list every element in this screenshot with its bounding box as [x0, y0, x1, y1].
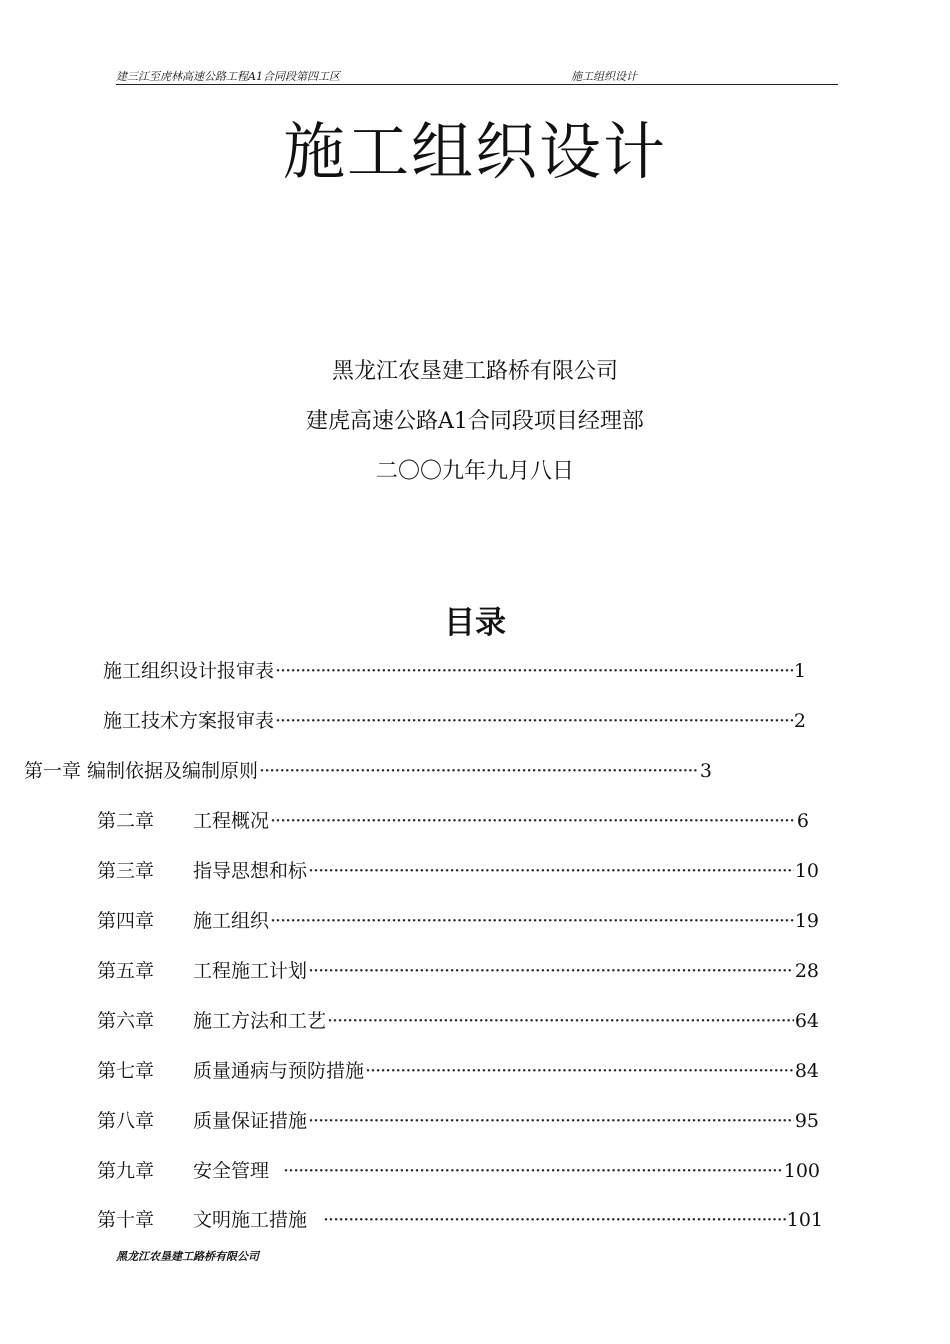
- toc-item-page: 101: [786, 1209, 823, 1231]
- toc-item-chapter: 第八章: [97, 1110, 155, 1132]
- toc-item-page: 3: [699, 760, 712, 782]
- toc-item[interactable]: [97, 1107, 819, 1135]
- document-title: 施工组织设计: [282, 115, 667, 188]
- toc-item-text: 工程施工计划: [193, 960, 308, 982]
- toc-item[interactable]: [97, 1206, 823, 1234]
- toc-leader-dots: [275, 707, 793, 735]
- toc-leader-dots: [270, 907, 794, 935]
- department-name: 建虎高速公路A1合同段项目经理部: [306, 409, 644, 434]
- toc-title: 目录: [444, 605, 506, 641]
- toc-leader-dots: [259, 757, 699, 785]
- toc-item-chapter: 第七章: [97, 1060, 155, 1082]
- toc-item[interactable]: [97, 1007, 819, 1035]
- header-project-name: 建三江至虎林高速公路工程A1合同段第四工区: [116, 70, 340, 83]
- toc-item-page: 2: [793, 710, 806, 732]
- toc-item-text: 工程概况: [193, 810, 270, 832]
- toc-leader-dots: [365, 1057, 794, 1085]
- toc-item[interactable]: [24, 757, 712, 785]
- toc-leader-dots: [275, 657, 793, 685]
- toc-item-text: 施工方法和工艺: [193, 1010, 327, 1032]
- toc-leader-dots: [308, 857, 794, 885]
- page-footer: 黑龙江农垦建工路桥有限公司: [116, 1250, 259, 1263]
- toc-item-page: 28: [794, 960, 819, 982]
- toc-item-text: 施工技术方案报审表: [103, 710, 275, 732]
- toc-item-page: 84: [794, 1060, 819, 1082]
- document-date: 二〇〇九年九月八日: [375, 459, 574, 484]
- toc-item-chapter: 第四章: [97, 910, 155, 932]
- toc-leader-dots: [270, 807, 796, 835]
- toc-item-chapter: 第九章: [97, 1160, 155, 1182]
- toc-item-chapter: 第十章: [97, 1209, 155, 1231]
- page-header: [116, 66, 838, 85]
- toc-item[interactable]: [97, 957, 819, 985]
- toc-item-page: 6: [796, 810, 809, 832]
- toc-item-page: 100: [783, 1160, 820, 1182]
- toc-item-page: 64: [794, 1010, 819, 1032]
- toc-leader-dots: [283, 1157, 783, 1185]
- toc-item-text: 指导思想和标: [193, 860, 308, 882]
- toc-leader-dots: [308, 957, 794, 985]
- toc-item-text: 安全管理: [193, 1160, 270, 1182]
- toc-item-text: 施工组织: [193, 910, 270, 932]
- toc-leader-dots: [327, 1007, 794, 1035]
- toc-leader-dots: [308, 1107, 794, 1135]
- toc-item-chapter: 第五章: [97, 960, 155, 982]
- toc-item-page: 10: [794, 860, 819, 882]
- toc-item-chapter: 第二章: [97, 810, 155, 832]
- toc-item[interactable]: [103, 657, 806, 685]
- toc-item-page: 1: [793, 660, 806, 682]
- toc-item[interactable]: [97, 857, 819, 885]
- company-name: 黑龙江农垦建工路桥有限公司: [331, 359, 618, 384]
- toc-item-chapter: 第六章: [97, 1010, 155, 1032]
- toc-item-page: 95: [794, 1110, 819, 1132]
- toc-item[interactable]: [97, 1157, 820, 1185]
- toc-leader-dots: [323, 1206, 786, 1234]
- toc-item[interactable]: [97, 1057, 819, 1085]
- toc-item-chapter: 第三章: [97, 860, 155, 882]
- header-doc-name: 施工组织设计: [571, 70, 637, 83]
- toc-item[interactable]: [103, 707, 806, 735]
- toc-item-chapter: 第一章: [24, 760, 82, 782]
- toc-item[interactable]: [97, 907, 819, 935]
- toc-item-text: 质量通病与预防措施: [193, 1060, 365, 1082]
- toc-item[interactable]: [97, 807, 809, 835]
- toc-item-text: 施工组织设计报审表: [103, 660, 275, 682]
- toc-item-page: 19: [794, 910, 819, 932]
- toc-item-text: 文明施工措施: [193, 1209, 308, 1231]
- toc-item-text: 质量保证措施: [193, 1110, 308, 1132]
- toc-item-text: 编制依据及编制原则: [87, 760, 259, 782]
